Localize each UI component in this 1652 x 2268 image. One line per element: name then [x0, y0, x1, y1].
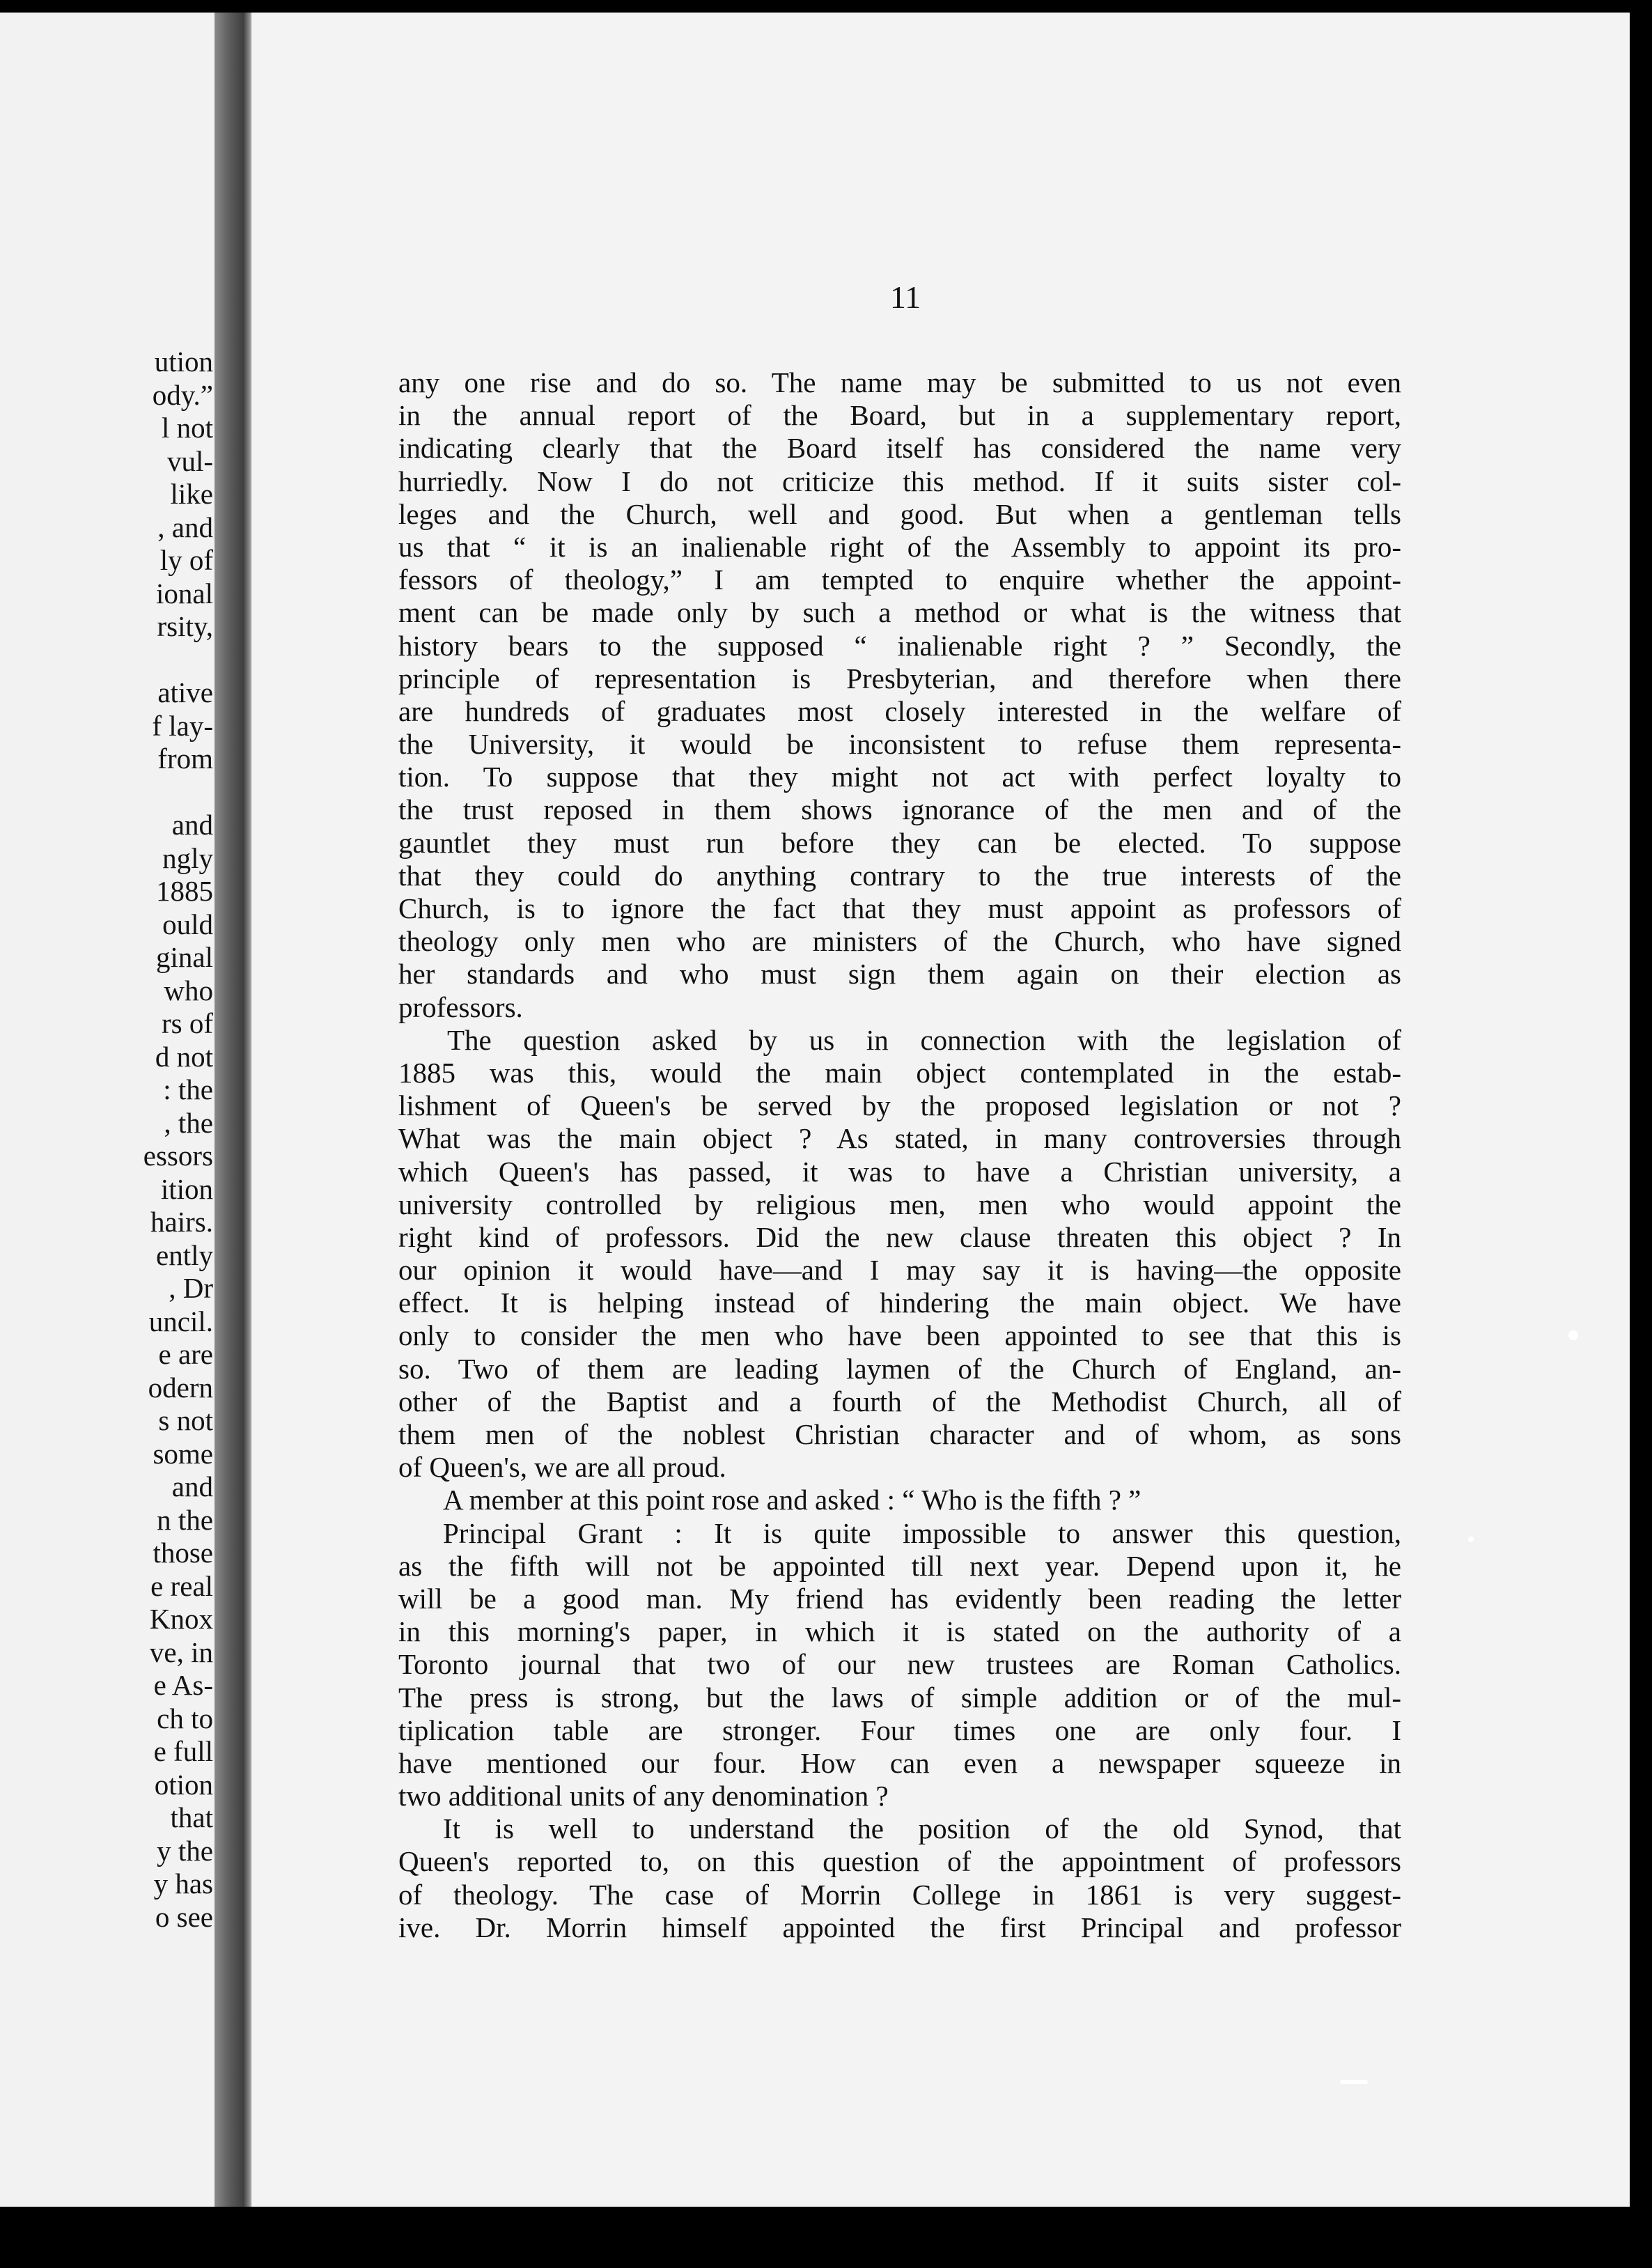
- left-fragment: ional: [156, 577, 213, 609]
- left-fragment: uncil.: [148, 1305, 213, 1337]
- left-fragment: ution: [154, 345, 213, 378]
- text-line: What was the main object ? As stated, in many controversies through: [398, 1122, 1401, 1155]
- text-line: ment can be made only by such a method or what is the witness that: [398, 596, 1401, 629]
- left-page-edge: [0, 13, 216, 2207]
- text-line: of theology. The case of Morrin College in 1861 is very suggest-: [398, 1878, 1401, 1911]
- text-line: right kind of professors. Did the new clause threaten this object ? In: [398, 1220, 1401, 1253]
- scan-speck: [1468, 1537, 1474, 1542]
- text-line: theology only men who are ministers of the Church, who have signed: [398, 925, 1401, 958]
- text-line: other of the Baptist and a fourth of the Methodist Church, all of: [398, 1385, 1401, 1418]
- left-fragment: , and: [157, 511, 213, 543]
- text-line: fessors of theology,” I am tempted to enquire whether the appoint-: [398, 564, 1401, 596]
- text-line: any one rise and do so. The name may be submitted to us not even: [398, 366, 1401, 398]
- left-fragment: ch to: [157, 1702, 213, 1734]
- text-line: Queen's reported to, on this question of the appointment of professors: [398, 1845, 1401, 1878]
- text-line: two additional units of any denomination ?: [398, 1780, 889, 1812]
- left-fragment: ody.”: [152, 378, 213, 411]
- text-line: The press is strong, but the laws of simple addition or of the mul-: [398, 1681, 1401, 1714]
- text-line: Principal Grant : It is quite impossible to answer this question,: [443, 1516, 1401, 1549]
- text-line: indicating clearly that the Board itself has considered the name very: [398, 432, 1401, 465]
- left-fragment: hairs.: [150, 1206, 213, 1238]
- left-fragment: odern: [148, 1371, 213, 1404]
- text-line: her standards and who must sign them again on their election as: [398, 958, 1401, 991]
- left-fragment: like: [170, 478, 213, 510]
- text-line: as the fifth will not be appointed till next year. Depend upon it, he: [398, 1549, 1401, 1582]
- left-fragment: e full: [153, 1735, 213, 1767]
- left-fragment: ould: [162, 908, 213, 940]
- text-line: us that “ it is an inalienable right of the Assembly to appoint its pro-: [398, 530, 1401, 563]
- text-line: our opinion it would have—and I may say it is having—the opposite: [398, 1254, 1401, 1287]
- left-fragment: e As-: [153, 1669, 213, 1701]
- left-fragment: f lay-: [152, 709, 213, 742]
- text-line: will be a good man. My friend has evidently been reading the letter: [398, 1582, 1401, 1615]
- text-line: the trust reposed in them shows ignorance of the men and of the: [398, 793, 1401, 826]
- text-line: effect. It is helping instead of hindering the main object. We have: [398, 1287, 1401, 1319]
- left-fragment: vul-: [166, 444, 213, 477]
- left-fragment: those: [153, 1537, 213, 1569]
- text-line: in this morning's paper, in which it is stated on the authority of a: [398, 1615, 1401, 1648]
- scan-speck: [1340, 2080, 1368, 2084]
- left-fragment: rsity,: [157, 610, 213, 642]
- text-line: university controlled by religious men, men who would appoint the: [398, 1188, 1401, 1220]
- text-line: history bears to the supposed “ inalienable right ? ” Secondly, the: [398, 629, 1401, 662]
- left-fragment: from: [157, 743, 213, 775]
- text-line: 1885 was this, would the main object contemplated in the estab-: [398, 1056, 1401, 1089]
- text-line: in the annual report of the Board, but in a supplementary report,: [398, 399, 1401, 432]
- text-line: leges and the Church, well and good. But when a gentleman tells: [398, 497, 1401, 530]
- book-gutter: [215, 13, 251, 2207]
- text-line: tiplication table are stronger. Four times one are only four. I: [398, 1714, 1401, 1746]
- text-line: only to consider the men who have been appointed to see that this is: [398, 1319, 1401, 1352]
- text-line: lishment of Queen's be served by the proposed legislation or not ?: [398, 1089, 1401, 1122]
- text-line: have mentioned our four. How can even a newspaper squeeze in: [398, 1746, 1401, 1779]
- text-line: so. Two of them are leading laymen of the Church of England, an-: [398, 1352, 1401, 1385]
- text-line: them men of the noblest Christian character and of whom, as sons: [398, 1418, 1401, 1450]
- body-text: [398, 366, 1401, 1944]
- text-line: the University, it would be inconsistent to refuse them representa-: [398, 728, 1401, 761]
- left-fragment: rs of: [161, 1007, 213, 1039]
- text-line: ive. Dr. Morrin himself appointed the first Principal and professor: [398, 1911, 1401, 1943]
- left-fragment: ginal: [156, 941, 213, 973]
- text-line: that they could do anything contrary to the true interests of the: [398, 859, 1401, 892]
- left-fragment: ly of: [159, 544, 213, 576]
- text-line: Toronto journal that two of our new trustees are Roman Catholics.: [398, 1648, 1401, 1681]
- text-line: Church, is to ignore the fact that they must appoint as professors of: [398, 892, 1401, 924]
- left-fragment: l not: [161, 412, 213, 444]
- text-line: which Queen's has passed, it was to have a Christian university, a: [398, 1155, 1401, 1188]
- left-fragment: n the: [157, 1503, 213, 1536]
- left-fragment: that: [170, 1801, 213, 1833]
- text-line: of Queen's, we are all proud.: [398, 1451, 726, 1484]
- text-line: professors.: [398, 991, 523, 1023]
- left-fragment: , the: [164, 1106, 213, 1139]
- text-line: hurriedly. Now I do not criticize this method. If it suits sister col-: [398, 465, 1401, 497]
- left-fragment: ition: [160, 1172, 213, 1205]
- left-fragment: ative: [157, 676, 213, 708]
- left-fragment: some: [153, 1437, 213, 1470]
- left-fragment: Knox: [149, 1603, 213, 1635]
- text-line: principle of representation is Presbyterian, and therefore when there: [398, 662, 1401, 694]
- left-fragment: e are: [158, 1338, 213, 1370]
- left-fragment: y the: [157, 1834, 213, 1867]
- left-fragment: ently: [156, 1238, 213, 1271]
- left-fragment: ve, in: [149, 1636, 213, 1668]
- left-fragment: o see: [155, 1900, 213, 1933]
- left-fragment: : the: [163, 1073, 213, 1105]
- left-fragment: ngly: [162, 841, 213, 874]
- left-fragment: d not: [155, 1040, 213, 1073]
- text-line: tion. To suppose that they might not act with perfect loyalty to: [398, 761, 1401, 793]
- text-line: It is well to understand the position of the old Synod, that: [443, 1812, 1401, 1845]
- left-fragment: and: [171, 1470, 213, 1502]
- text-line: The question asked by us in connection with the legislation of: [447, 1023, 1401, 1056]
- scan-speck: [1568, 1330, 1578, 1340]
- left-fragment: otion: [154, 1768, 213, 1801]
- text-line: gauntlet they must run before they can be elected. To suppose: [398, 826, 1401, 859]
- left-fragment: 1885: [156, 875, 213, 907]
- left-fragment: and: [171, 809, 213, 841]
- text-line: are hundreds of graduates most closely interested in the welfare of: [398, 694, 1401, 727]
- left-fragment: e real: [150, 1569, 213, 1602]
- page-number: 11: [889, 279, 921, 315]
- left-fragment: who: [164, 974, 213, 1007]
- left-page-text-fragments: [0, 345, 215, 1934]
- left-fragment: s not: [158, 1404, 213, 1436]
- left-fragment: , Dr: [169, 1272, 213, 1304]
- left-fragment: y has: [153, 1867, 213, 1900]
- left-fragment: essors: [143, 1140, 213, 1172]
- text-line: A member at this point rose and asked : “ Who is the fifth ? ”: [443, 1484, 1141, 1516]
